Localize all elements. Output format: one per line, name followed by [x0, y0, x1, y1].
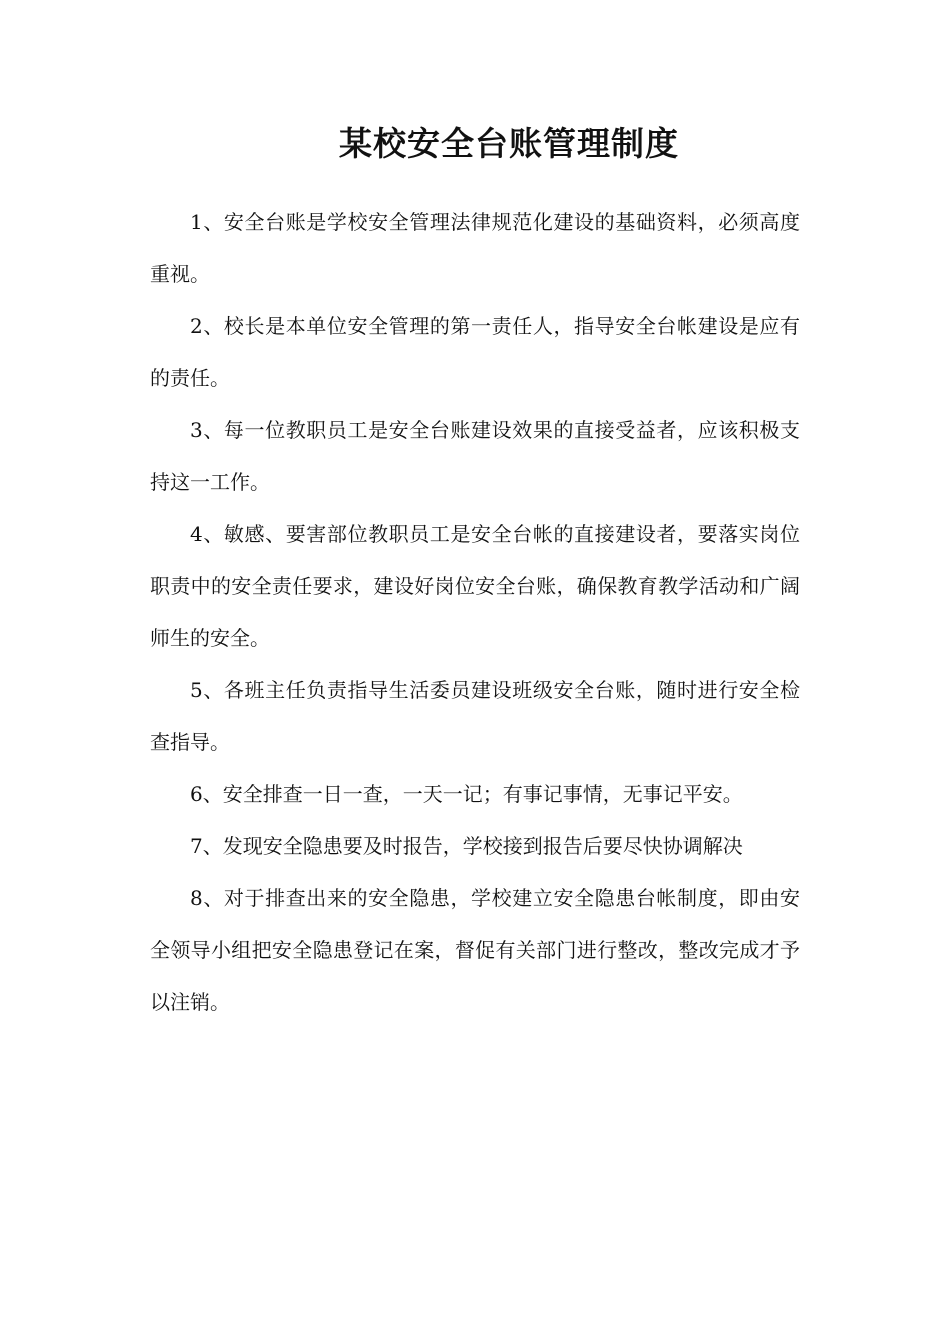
document-title: 某校安全台账管理制度: [339, 124, 679, 163]
paragraph-7: 7、发现安全隐患要及时报告，学校接到报告后要尽快协调解决: [190, 834, 743, 858]
paragraph-8: 8、对于排查出来的安全隐患，学校建立安全隐患台帐制度，即由安全领导小组把安全隐患登记在案，督促有关部门进行整改，整改完成才予以注销。: [150, 886, 800, 1014]
document-body: [150, 196, 800, 1028]
paragraph-2: 2、校长是本单位安全管理的第一责任人，指导安全台帐建设是应有的责任。: [150, 314, 800, 390]
paragraph-5: 5、各班主任负责指导生活委员建设班级安全台账，随时进行安全检查指导。: [150, 678, 800, 754]
paragraph-4: 4、敏感、要害部位教职员工是安全台帐的直接建设者，要落实岗位职责中的安全责任要求，建设好岗位安全台账，确保教育教学活动和广阔师生的安全。: [150, 522, 800, 650]
paragraph-3: 3、每一位教职员工是安全台账建设效果的直接受益者，应该积极支持这一工作。: [150, 418, 800, 494]
paragraph-6: 6、安全排查一日一查，一天一记；有事记事情，无事记平安。: [190, 782, 743, 806]
paragraph-1: 1、安全台账是学校安全管理法律规范化建设的基础资料，必须高度重视。: [150, 210, 800, 286]
